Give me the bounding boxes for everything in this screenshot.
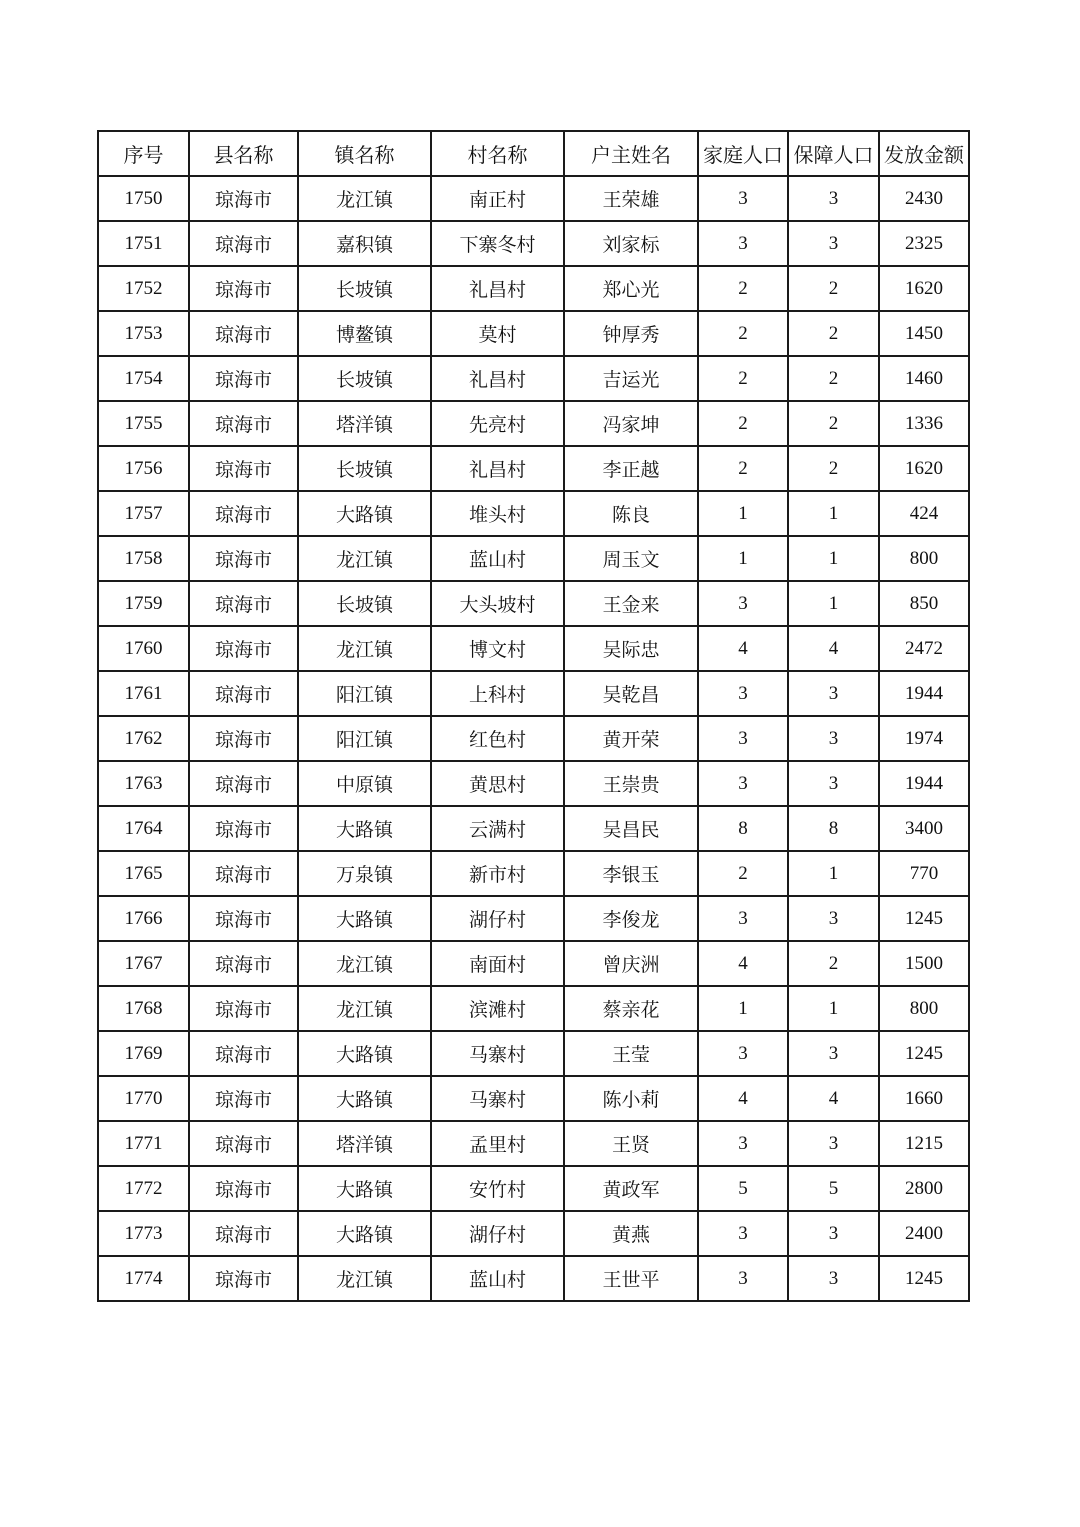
cell-covered-size: 1: [788, 851, 879, 896]
cell-family-size: 3: [698, 176, 788, 221]
table-row: [98, 491, 969, 536]
table-row: [98, 1121, 969, 1166]
cell-town: 大路镇: [298, 896, 431, 941]
cell-county: 琼海市: [189, 1211, 298, 1256]
cell-index: 1764: [98, 806, 189, 851]
cell-householder: 钟厚秀: [564, 311, 698, 356]
cell-family-size: 3: [698, 896, 788, 941]
cell-village: 红色村: [431, 716, 564, 761]
cell-index: 1773: [98, 1211, 189, 1256]
cell-village: 马寨村: [431, 1076, 564, 1121]
cell-family-size: 3: [698, 1256, 788, 1301]
cell-county: 琼海市: [189, 1076, 298, 1121]
cell-covered-size: 5: [788, 1166, 879, 1211]
cell-amount: 770: [879, 851, 969, 896]
cell-town: 长坡镇: [298, 581, 431, 626]
table-body: [98, 176, 969, 1301]
cell-family-size: 1: [698, 986, 788, 1031]
cell-county: 琼海市: [189, 716, 298, 761]
cell-amount: 2800: [879, 1166, 969, 1211]
cell-village: 下寨冬村: [431, 221, 564, 266]
cell-amount: 3400: [879, 806, 969, 851]
cell-town: 长坡镇: [298, 446, 431, 491]
cell-village: 南面村: [431, 941, 564, 986]
header-village: 村名称: [431, 131, 564, 176]
cell-amount: 1215: [879, 1121, 969, 1166]
header-householder: 户主姓名: [564, 131, 698, 176]
cell-family-size: 3: [698, 1121, 788, 1166]
table-container: [97, 130, 970, 1302]
cell-amount: 1974: [879, 716, 969, 761]
cell-county: 琼海市: [189, 896, 298, 941]
cell-covered-size: 3: [788, 716, 879, 761]
cell-village: 先亮村: [431, 401, 564, 446]
cell-county: 琼海市: [189, 581, 298, 626]
table-row: [98, 851, 969, 896]
cell-covered-size: 3: [788, 896, 879, 941]
cell-amount: 1450: [879, 311, 969, 356]
cell-family-size: 8: [698, 806, 788, 851]
cell-index: 1765: [98, 851, 189, 896]
cell-county: 琼海市: [189, 491, 298, 536]
table-row: [98, 716, 969, 761]
cell-amount: 800: [879, 986, 969, 1031]
cell-county: 琼海市: [189, 266, 298, 311]
table-row: [98, 266, 969, 311]
cell-family-size: 2: [698, 266, 788, 311]
table-row: [98, 806, 969, 851]
cell-town: 塔洋镇: [298, 401, 431, 446]
cell-family-size: 2: [698, 311, 788, 356]
cell-village: 新市村: [431, 851, 564, 896]
cell-village: 博文村: [431, 626, 564, 671]
cell-amount: 424: [879, 491, 969, 536]
cell-covered-size: 3: [788, 176, 879, 221]
cell-amount: 800: [879, 536, 969, 581]
cell-county: 琼海市: [189, 401, 298, 446]
cell-householder: 吴昌民: [564, 806, 698, 851]
table-row: [98, 401, 969, 446]
cell-covered-size: 2: [788, 266, 879, 311]
cell-county: 琼海市: [189, 221, 298, 266]
header-index: 序号: [98, 131, 189, 176]
cell-village: 堆头村: [431, 491, 564, 536]
cell-householder: 黄燕: [564, 1211, 698, 1256]
cell-family-size: 3: [698, 716, 788, 761]
cell-index: 1770: [98, 1076, 189, 1121]
cell-householder: 郑心光: [564, 266, 698, 311]
cell-town: 大路镇: [298, 491, 431, 536]
table-row: [98, 986, 969, 1031]
cell-covered-size: 3: [788, 761, 879, 806]
cell-covered-size: 2: [788, 401, 879, 446]
cell-index: 1766: [98, 896, 189, 941]
cell-village: 云满村: [431, 806, 564, 851]
cell-village: 南正村: [431, 176, 564, 221]
cell-county: 琼海市: [189, 806, 298, 851]
table-row: [98, 1076, 969, 1121]
cell-town: 龙江镇: [298, 941, 431, 986]
cell-village: 蓝山村: [431, 536, 564, 581]
cell-householder: 周玉文: [564, 536, 698, 581]
cell-householder: 王贤: [564, 1121, 698, 1166]
cell-county: 琼海市: [189, 851, 298, 896]
cell-town: 长坡镇: [298, 356, 431, 401]
cell-town: 龙江镇: [298, 986, 431, 1031]
cell-index: 1771: [98, 1121, 189, 1166]
table-row: [98, 1211, 969, 1256]
cell-town: 博鳌镇: [298, 311, 431, 356]
cell-town: 中原镇: [298, 761, 431, 806]
cell-county: 琼海市: [189, 986, 298, 1031]
cell-town: 嘉积镇: [298, 221, 431, 266]
cell-village: 蓝山村: [431, 1256, 564, 1301]
cell-amount: 1944: [879, 761, 969, 806]
cell-town: 大路镇: [298, 1076, 431, 1121]
cell-county: 琼海市: [189, 1121, 298, 1166]
cell-town: 龙江镇: [298, 176, 431, 221]
table-row: [98, 1256, 969, 1301]
cell-amount: 2400: [879, 1211, 969, 1256]
cell-householder: 黄开荣: [564, 716, 698, 761]
cell-covered-size: 3: [788, 1031, 879, 1076]
cell-village: 礼昌村: [431, 356, 564, 401]
header-amount: 发放金额: [879, 131, 969, 176]
cell-family-size: 4: [698, 1076, 788, 1121]
cell-index: 1762: [98, 716, 189, 761]
cell-village: 滨滩村: [431, 986, 564, 1031]
cell-county: 琼海市: [189, 446, 298, 491]
cell-index: 1753: [98, 311, 189, 356]
cell-village: 莫村: [431, 311, 564, 356]
cell-covered-size: 1: [788, 491, 879, 536]
cell-index: 1750: [98, 176, 189, 221]
cell-family-size: 4: [698, 941, 788, 986]
cell-village: 湖仔村: [431, 1211, 564, 1256]
cell-covered-size: 3: [788, 671, 879, 716]
table-row: [98, 356, 969, 401]
cell-covered-size: 1: [788, 581, 879, 626]
cell-covered-size: 4: [788, 626, 879, 671]
cell-town: 万泉镇: [298, 851, 431, 896]
cell-family-size: 2: [698, 446, 788, 491]
cell-covered-size: 2: [788, 941, 879, 986]
cell-village: 黄思村: [431, 761, 564, 806]
cell-family-size: 2: [698, 851, 788, 896]
cell-town: 阳江镇: [298, 716, 431, 761]
cell-householder: 冯家坤: [564, 401, 698, 446]
cell-covered-size: 2: [788, 356, 879, 401]
table-row: [98, 311, 969, 356]
cell-county: 琼海市: [189, 536, 298, 581]
cell-householder: 李银玉: [564, 851, 698, 896]
cell-county: 琼海市: [189, 941, 298, 986]
table-row: [98, 941, 969, 986]
cell-amount: 2325: [879, 221, 969, 266]
cell-family-size: 3: [698, 221, 788, 266]
cell-county: 琼海市: [189, 626, 298, 671]
cell-householder: 吴乾昌: [564, 671, 698, 716]
cell-index: 1757: [98, 491, 189, 536]
table-row: [98, 536, 969, 581]
cell-amount: 1245: [879, 896, 969, 941]
cell-village: 礼昌村: [431, 446, 564, 491]
cell-village: 湖仔村: [431, 896, 564, 941]
cell-county: 琼海市: [189, 176, 298, 221]
cell-family-size: 2: [698, 356, 788, 401]
subsidy-table: [97, 130, 970, 1302]
cell-covered-size: 2: [788, 446, 879, 491]
cell-covered-size: 2: [788, 311, 879, 356]
cell-index: 1769: [98, 1031, 189, 1076]
cell-amount: 1336: [879, 401, 969, 446]
cell-index: 1754: [98, 356, 189, 401]
cell-householder: 吉运光: [564, 356, 698, 401]
cell-village: 安竹村: [431, 1166, 564, 1211]
cell-covered-size: 3: [788, 1121, 879, 1166]
cell-family-size: 3: [698, 1031, 788, 1076]
cell-town: 大路镇: [298, 1166, 431, 1211]
cell-amount: 1944: [879, 671, 969, 716]
cell-town: 塔洋镇: [298, 1121, 431, 1166]
cell-amount: 1660: [879, 1076, 969, 1121]
cell-county: 琼海市: [189, 1031, 298, 1076]
header-family-size: 家庭人口: [698, 131, 788, 176]
table-row: [98, 896, 969, 941]
cell-index: 1761: [98, 671, 189, 716]
cell-town: 龙江镇: [298, 626, 431, 671]
table-header: [98, 131, 969, 176]
cell-covered-size: 8: [788, 806, 879, 851]
cell-family-size: 3: [698, 761, 788, 806]
cell-county: 琼海市: [189, 311, 298, 356]
cell-index: 1767: [98, 941, 189, 986]
cell-index: 1760: [98, 626, 189, 671]
cell-family-size: 1: [698, 536, 788, 581]
cell-village: 礼昌村: [431, 266, 564, 311]
cell-index: 1751: [98, 221, 189, 266]
cell-index: 1759: [98, 581, 189, 626]
cell-householder: 王世平: [564, 1256, 698, 1301]
header-row: [98, 131, 969, 176]
cell-index: 1758: [98, 536, 189, 581]
cell-householder: 陈小莉: [564, 1076, 698, 1121]
header-town: 镇名称: [298, 131, 431, 176]
cell-index: 1752: [98, 266, 189, 311]
cell-covered-size: 3: [788, 1211, 879, 1256]
cell-town: 大路镇: [298, 806, 431, 851]
cell-index: 1763: [98, 761, 189, 806]
table-row: [98, 176, 969, 221]
cell-householder: 王金来: [564, 581, 698, 626]
cell-amount: 1500: [879, 941, 969, 986]
cell-amount: 2430: [879, 176, 969, 221]
cell-town: 长坡镇: [298, 266, 431, 311]
cell-county: 琼海市: [189, 1256, 298, 1301]
cell-amount: 1460: [879, 356, 969, 401]
cell-amount: 2472: [879, 626, 969, 671]
cell-covered-size: 1: [788, 986, 879, 1031]
cell-family-size: 2: [698, 401, 788, 446]
cell-village: 大头坡村: [431, 581, 564, 626]
cell-covered-size: 3: [788, 221, 879, 266]
cell-village: 上科村: [431, 671, 564, 716]
table-row: [98, 671, 969, 716]
cell-county: 琼海市: [189, 356, 298, 401]
cell-householder: 李正越: [564, 446, 698, 491]
cell-householder: 曾庆洲: [564, 941, 698, 986]
table-row: [98, 221, 969, 266]
cell-town: 龙江镇: [298, 1256, 431, 1301]
cell-family-size: 3: [698, 1211, 788, 1256]
cell-county: 琼海市: [189, 761, 298, 806]
cell-county: 琼海市: [189, 1166, 298, 1211]
cell-family-size: 5: [698, 1166, 788, 1211]
cell-householder: 陈良: [564, 491, 698, 536]
table-row: [98, 581, 969, 626]
cell-covered-size: 3: [788, 1256, 879, 1301]
cell-town: 大路镇: [298, 1031, 431, 1076]
cell-amount: 1245: [879, 1256, 969, 1301]
cell-town: 大路镇: [298, 1211, 431, 1256]
table-row: [98, 761, 969, 806]
cell-householder: 李俊龙: [564, 896, 698, 941]
cell-householder: 蔡亲花: [564, 986, 698, 1031]
cell-householder: 吴际忠: [564, 626, 698, 671]
cell-householder: 王莹: [564, 1031, 698, 1076]
cell-index: 1756: [98, 446, 189, 491]
cell-householder: 黄政军: [564, 1166, 698, 1211]
cell-amount: 850: [879, 581, 969, 626]
cell-index: 1755: [98, 401, 189, 446]
cell-family-size: 4: [698, 626, 788, 671]
cell-amount: 1620: [879, 266, 969, 311]
table-row: [98, 446, 969, 491]
cell-householder: 王荣雄: [564, 176, 698, 221]
table-row: [98, 626, 969, 671]
cell-family-size: 3: [698, 671, 788, 716]
cell-county: 琼海市: [189, 671, 298, 716]
table-row: [98, 1166, 969, 1211]
cell-covered-size: 1: [788, 536, 879, 581]
cell-town: 阳江镇: [298, 671, 431, 716]
cell-village: 马寨村: [431, 1031, 564, 1076]
cell-covered-size: 4: [788, 1076, 879, 1121]
cell-index: 1774: [98, 1256, 189, 1301]
header-county: 县名称: [189, 131, 298, 176]
table-row: [98, 1031, 969, 1076]
cell-family-size: 3: [698, 581, 788, 626]
cell-index: 1772: [98, 1166, 189, 1211]
cell-index: 1768: [98, 986, 189, 1031]
cell-family-size: 1: [698, 491, 788, 536]
header-covered-size: 保障人口: [788, 131, 879, 176]
cell-village: 孟里村: [431, 1121, 564, 1166]
cell-householder: 王崇贵: [564, 761, 698, 806]
cell-town: 龙江镇: [298, 536, 431, 581]
cell-householder: 刘家标: [564, 221, 698, 266]
cell-amount: 1245: [879, 1031, 969, 1076]
cell-amount: 1620: [879, 446, 969, 491]
